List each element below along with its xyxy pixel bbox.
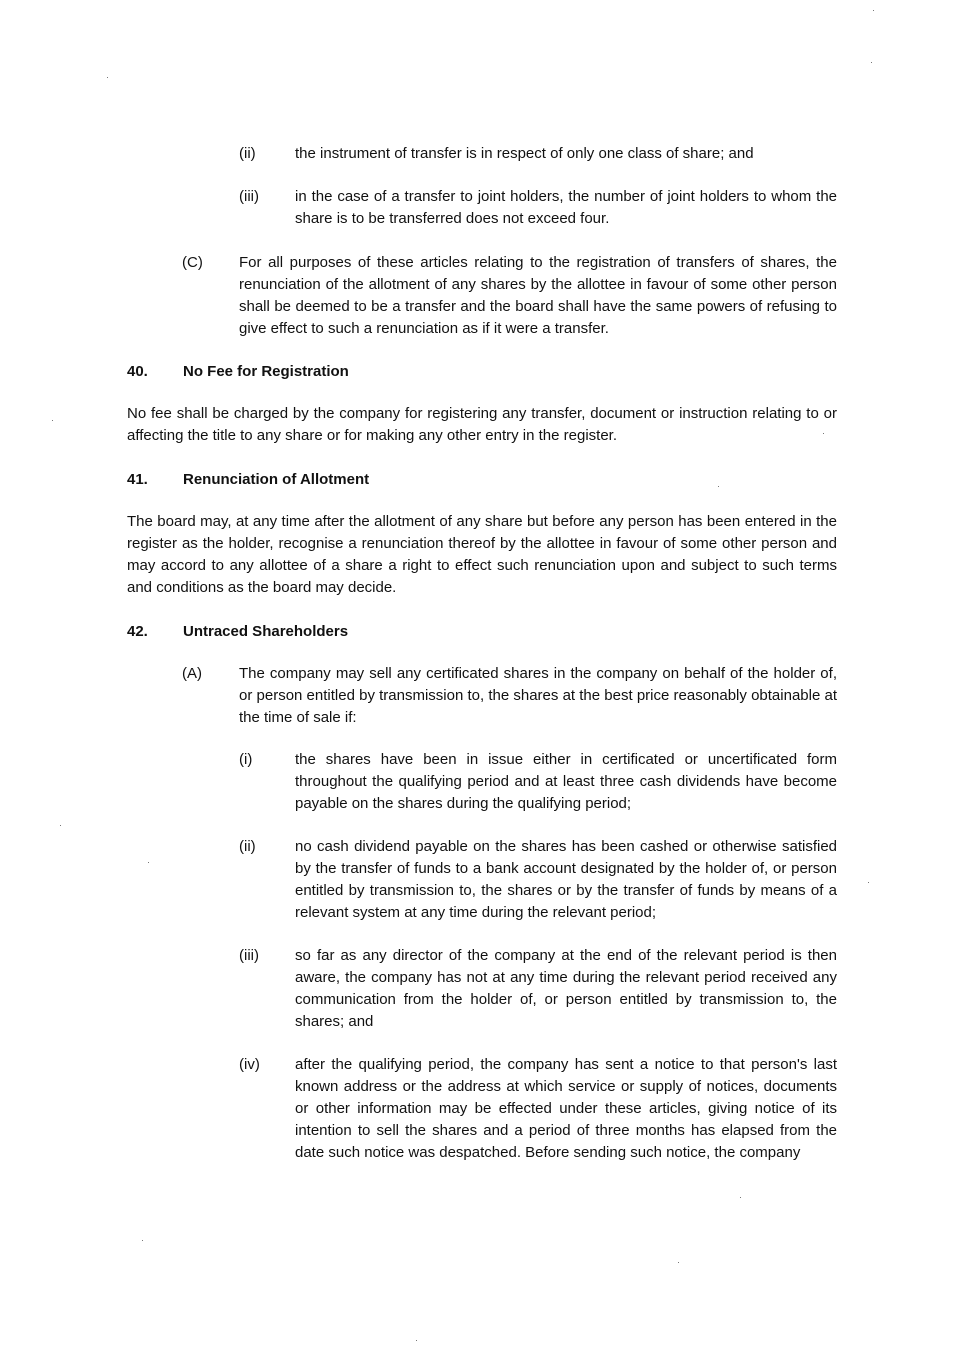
scan-speck [52, 420, 53, 421]
section-title: Untraced Shareholders [183, 623, 349, 640]
clause-text: the shares have been in issue either in certificated or uncertificated form throughout the qualifying period and at least three cash dividends have become payable on the shares during the qualifying period; [295, 751, 837, 812]
scan-speck [60, 825, 61, 826]
clause-text: after the qualifying period, the company has sent a notice to that person's last known address or the address at which service or supply of notices, documents or other information may be effected under these articles, giving notice of its intention to sell the shares and a period of three months has elapsed from the date such notice was despatched. Before sending such notice, the company [295, 1056, 837, 1161]
section-41-body: The board may, at any time after the allotment of any share but before any person has been entered in the register as the holder, recognise a renunciation thereof by the allottee in favour of some other person and may accord to any allottee of a share a right to effect such renunciation upon and subject to such terms and conditions as the board may decide. [127, 513, 837, 596]
section-number: 42. [127, 623, 148, 640]
scan-speck [678, 1262, 679, 1263]
clause-number: (iv) [239, 1056, 260, 1073]
clause-text: in the case of a transfer to joint holders, the number of joint holders to whom the share is to be transferred does not exceed four. [295, 188, 837, 227]
clause-text: the instrument of transfer is in respect of only one class of share; and [295, 145, 754, 162]
clause-number: (iii) [239, 188, 259, 205]
scan-speck [871, 62, 872, 63]
section-number: 40. [127, 363, 148, 380]
clause-number: (A) [182, 665, 202, 682]
clause-number: (i) [239, 751, 253, 768]
clause-number: (iii) [239, 947, 259, 964]
clause-text: The company may sell any certificated shares in the company on behalf of the holder of, or person entitled by transmission to, the shares at the best price reasonably obtainable at the time of sale if: [239, 665, 837, 726]
scan-speck [868, 882, 869, 883]
clause-number: (C) [182, 254, 203, 271]
section-40-body: No fee shall be charged by the company for registering any transfer, document or instruction relating to or affecting the title to any share or for making any other entry in the register. [127, 405, 837, 444]
clause-number: (ii) [239, 145, 256, 162]
scan-speck [740, 1197, 741, 1198]
clause-text: For all purposes of these articles relating to the registration of transfers of shares, the renunciation of the allotment of any shares by the allottee in favour of some other person shall be deemed to be a transfer and the board shall have the same powers of refusing to give effect to such a renunciation as if it were a transfer. [239, 254, 837, 337]
scan-speck [416, 1340, 417, 1341]
scan-speck [873, 10, 874, 11]
scan-speck [823, 433, 824, 434]
section-title: No Fee for Registration [183, 363, 349, 380]
section-title: Renunciation of Allotment [183, 471, 370, 488]
scan-speck [107, 77, 108, 78]
clause-text: so far as any director of the company at the end of the relevant period is then aware, the company has not at any time during the relevant period received any communication from the holder of, or person entitled by transmission to, the shares; and [295, 947, 837, 1030]
clause-text: no cash dividend payable on the shares has been cashed or otherwise satisfied by the transfer of funds to a bank account designated by the holder of, or person entitled by transmission to, the shares or by the transfer of funds by means of a relevant system at any time during the relevant period; [295, 838, 837, 921]
scan-speck [718, 486, 719, 487]
scan-speck [142, 1240, 143, 1241]
clause-number: (ii) [239, 838, 256, 855]
section-number: 41. [127, 471, 148, 488]
scan-speck [148, 862, 149, 863]
